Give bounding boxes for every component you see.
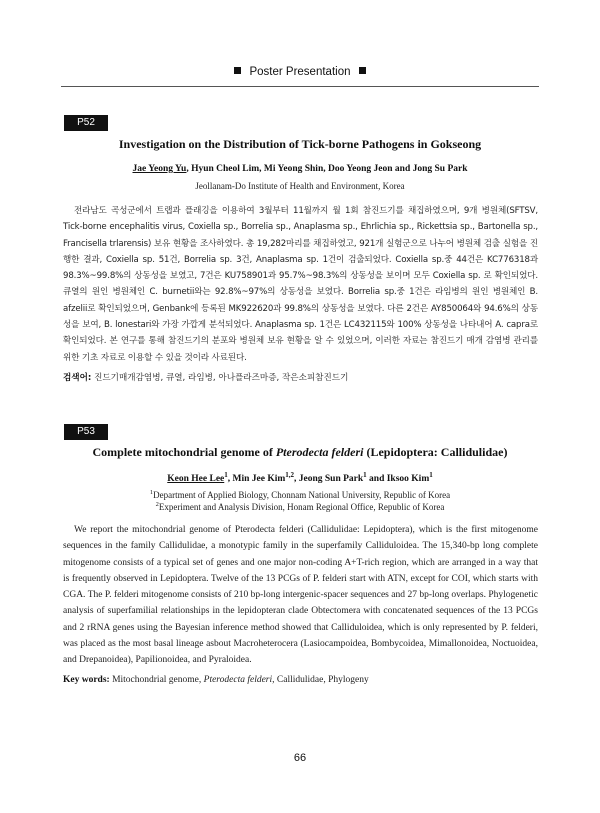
co-author: , Min Jee Kim [227, 474, 286, 485]
keywords-label: 검색어: [63, 373, 92, 383]
author-sup: 1 [363, 471, 367, 479]
poster-title [40, 445, 560, 460]
header-divider [61, 86, 539, 87]
co-author: and Iksoo Kim [366, 474, 430, 485]
abstract-text: 전라남도 곡성군에서 트랩과 플래깅을 이용하여 3월부터 11월까지 월 1회 참진드기를 채집하였으며, 9개 병원체(SFTSV, Tick-borne encephalitis virus, Coxiella sp., Borrelia sp., Anaplasma sp., Ehrlichia sp., Rickettsia sp., Bartonella sp., Francisella trlarensis) 보유 현황을 조사하였다. 총 19,282마리를 채집하였고, 921개 실험군으로 나누어 병원체 검출 실험을 진행한 결과, Coxiella sp. 51건, Borrelia sp. 3건, Anaplasma sp. 1건이 검출되었다. Coxiella sp.중 44건은 KC776318과 98.3%~99.8%의 상동성을 보였고, 7건은 KU758901과 95.7%~98.3%의 상동성을 보이며 모두 Coxiella sp. 로 확인되었다. 큐열의 원인 병원체인 C. burnetii와는 92.8%~97%의 상동성을 보였다. Borrelia sp.중 1건은 라임병의 원인 병원체인 B. afzelii로 확인되었으며, Genbank에 등록된 MK922620과 99.8%의 상동성을 보였다. 다른 2건은 AY850064와 94.6%의 상동성을 보여, B. lonestari와 가장 가깝게 분석되었다. Anaplasma sp. 1건은 LC432115와 100% 상동성을 나타내어 A. capra로 확인되었다. 본 연구를 통해 참진드기의 분포와 병원체 보유 현황을 알 수 있었으며, 이러한 자료는 참진드기 매개 감염병 관리를 위한 기초 자료로 이용할 수 있을 것이라 사료된다. [63, 206, 538, 363]
keywords-list-end: , Callidulidae, Phylogeny [272, 675, 369, 685]
affiliation: Jeollanam-Do Institute of Health and Environment, Korea [195, 181, 405, 191]
author-sup: 1 [429, 471, 433, 479]
abstract-text: We report the mitochondrial genome of Pterodecta felderi (Callidulidae: Lepidoptera), which is the first mitogenome sequences in the family Callidulidae, a monotypic family in the superfamily Calliduloidea. The 15,340-bp long complete mitogenome consists of a typical set of genes and one major non-coding A+T-rich region, which are arranged in a way that is frequently observed in Lepidoptera. Twelve of the 13 PCGs of P. felderi start with ATN, except for COI, which starts with CGA. The P. felderi mitogenome consists of 210 bp-long intergenic-spacer sequences and 27 bp-long overlaps. Phylogenetic analysis of superfamilial relationships in the lepidopteran clade Obtectomera with concatenated sequences of the 13 PCGs and 2 rRNA genes using the Bayesian inference method showed that Calliduloidea, which is only represented by P. felderi, was placed as the most basal lineage asbout Macroheterocera (Lasiocampoidea, Bombycoidea, Mimallonoidea, Noctuoidea, and Drepanoidea), Papilionoidea, and Pyraloidea. [63, 525, 538, 666]
section-title: Poster Presentation [249, 66, 351, 78]
title-species: Pterodecta felderi [275, 445, 364, 459]
author-list [40, 164, 560, 174]
square-bullet-icon [234, 67, 241, 74]
keywords [63, 675, 538, 685]
title-text: Complete mitochondrial genome of [92, 445, 276, 459]
keywords-label: Key words: [63, 675, 110, 685]
poster-id-badge: P52 [64, 115, 108, 131]
title-text-end: (Lepidoptera: Callidulidae) [363, 445, 508, 459]
co-author: , Jeong Sun Park [294, 474, 364, 485]
section-header [0, 66, 600, 78]
poster-id-badge: P53 [64, 424, 108, 440]
square-bullet-icon [359, 67, 366, 74]
poster-title: Investigation on the Distribution of Tick-borne Pathogens in Gokseong [118, 137, 482, 151]
affiliation-1: $^1$Department of Applied Biology, Chonnam National University, Republic of Korea [149, 489, 451, 500]
author-sup: 1,2 [285, 471, 295, 479]
author-sup: 1 [224, 471, 228, 479]
keywords-list: 진드기매개감염병, 큐열, 라임병, 아나플라즈마증, 작은소피참진드기 [94, 373, 349, 383]
keywords-species: Pterodecta felderi [203, 675, 273, 685]
keywords-list: Mitochondrial genome, [112, 675, 204, 685]
presenting-author: Keon Hee Lee [167, 474, 225, 485]
affiliation-2: $^2$Experiment and Analysis Division, Honam Regional Office, Republic of Korea [155, 501, 445, 512]
keywords [63, 371, 538, 383]
page-number: 66 [293, 752, 307, 764]
presenting-author: Jae Yeong Yu [132, 164, 187, 174]
co-authors: , Hyun Cheol Lim, Mi Yeong Shin, Doo Yeong Jeon and Jong Su Park [186, 164, 468, 174]
author-list [40, 471, 560, 484]
